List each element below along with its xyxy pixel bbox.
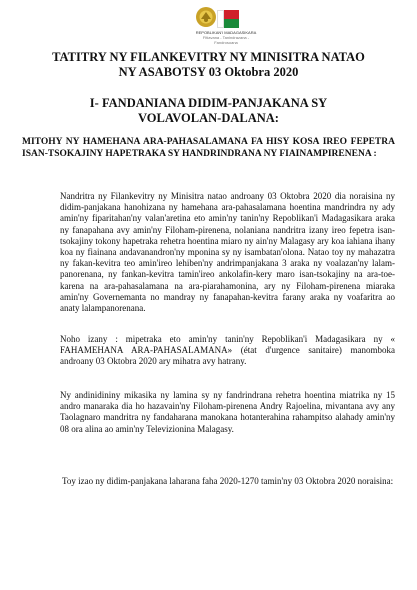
logo-line-1: REPOBLIKAN'I MADAGASIKARA bbox=[195, 30, 257, 35]
section-heading: MITOHY NY HAMEHANA ARA-PAHASALAMANA FA HISY KOSA IREO FEPETRA ISAN-TSOKAJINY HAPETRAKA SY HANDRINDRANA NY FIAINAMPIRENENA : bbox=[22, 137, 395, 159]
paragraph-3 bbox=[22, 390, 395, 435]
paragraph-3-text: Ny andinidininy mikasika ny lamina sy ny fandrindrana rehetra hoentina miatrika ny 15 andro manaraka dia ho hazavain'ny Filoham-pirenena Andry Rajoelina, mivantana avy any Taolagnaro mandritra ny fandaharana manokana hotanterahina rahampitso alahady amin'ny 08 ora alina ao amin'ny Televizionina Malagasy. bbox=[60, 390, 395, 434]
paragraph-2-text: Noho izany : mipetraka eto amin'ny tanin'ny Repoblikan'i Madagasikara ny « FAHAMEHANA ARA-PAHASALAMANA» (état d'urgence sanitaire) manomboka androany 03 Oktobra 2020 ary mihatra avy hatrany. bbox=[60, 334, 395, 367]
paragraph-1-text: Nandritra ny Filankevitry ny Minisitra natao androany 03 Oktobra 2020 dia noraisina ny didim-panjakana hanohizana ny hamehana ara-pahasalamana hoentina mandrindra ny ady amin'ny fiparitahan'ny valan'aretina eto amin'ny tanin'ny Repoblikan'i Madagasikara araka ny fanapahana avy amin'ny Filoham-pirenena, nolaniana nandritra izany ireo fepetra isan-tsokajiny tokony hapetraka rehetra hoentina miaro ny ain'ny Malagasy ary koa iahiana ihany koa ny fiainana andavanandron'ny mponina sy ny isambatan'olona. Natao toy ny mahazatra ny fakan-kevitra teo amin'ireo lehiben'ny andrimpanjakana 3 araka ny voalazan'ny lalam-panorenana, ny fankan-kevitra tamin'ireo ankolafin-kery maro isan-tsokajiny na ara-toe-karena na ara-pahasalamana na ara-piarahamonina, ary ny Filoham-pirenena miaraka amin'ny Governemanta no mandray ny fanapahan-kevitra farany araka ny voafaritra ao anaty lalampanorenana. bbox=[60, 191, 395, 314]
subtitle-line-2: VOLAVOLAN-DALANA: bbox=[138, 111, 279, 125]
madagascar-flag-icon bbox=[217, 10, 239, 28]
logo-line-2: Fitiavana - Tanindrazana - Fandrosoana bbox=[202, 35, 250, 45]
paragraph-4-text: Toy izao ny didim-panjakana laharana faha 2020-1270 tamin'ny 03 Oktobra 2020 noraisina: bbox=[62, 476, 394, 486]
logo-caption bbox=[191, 30, 261, 45]
paragraph-2 bbox=[22, 334, 395, 368]
paragraph-4 bbox=[22, 476, 395, 487]
section-title bbox=[20, 96, 397, 126]
title-line-2: NY ASABOTSY 03 Oktobra 2020 bbox=[118, 65, 299, 79]
seal-icon bbox=[195, 6, 217, 28]
document-title bbox=[20, 50, 397, 80]
subtitle-line-1: I- FANDANIANA DIDIM-PANJAKANA SY bbox=[89, 96, 328, 110]
title-line-1: TATITRY NY FILANKEVITRY NY MINISITRA NATAO bbox=[52, 50, 365, 64]
paragraph-1 bbox=[22, 191, 395, 314]
republic-logo bbox=[195, 6, 255, 44]
